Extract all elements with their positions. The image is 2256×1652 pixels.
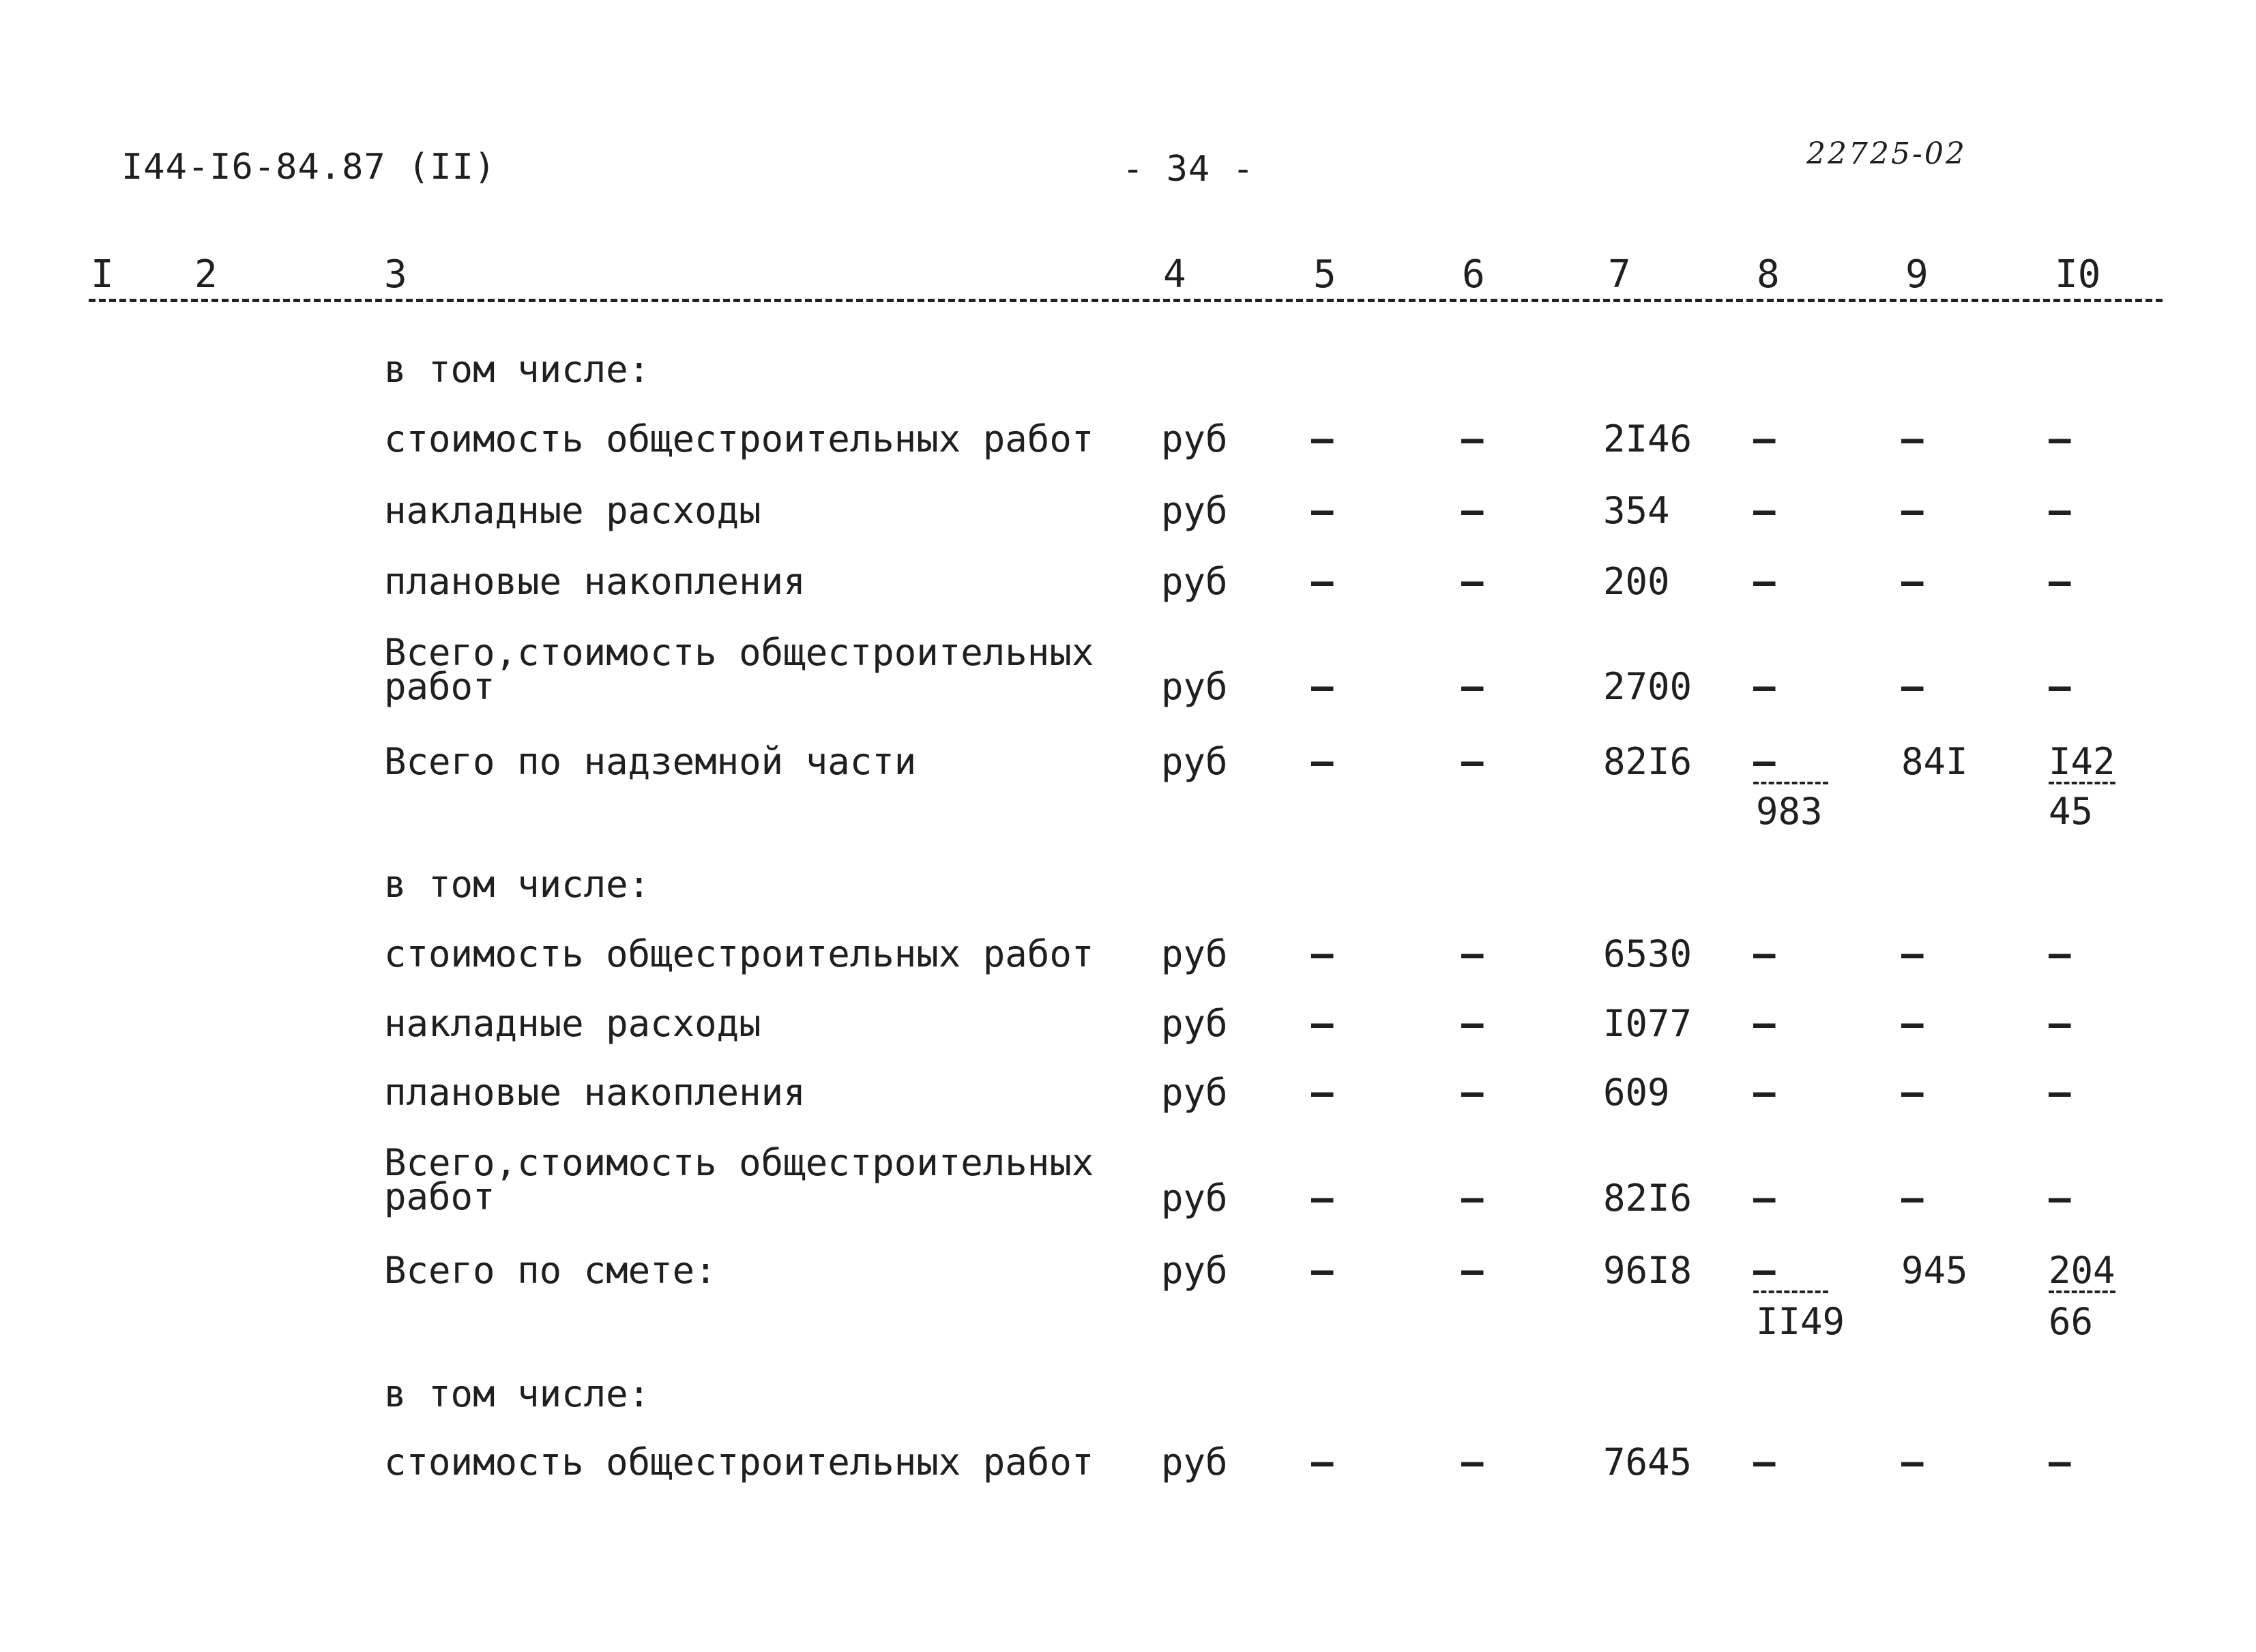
table-row [0, 1002, 2256, 1067]
col10-numerator: I42 [2049, 740, 2115, 783]
row-description: в том числе: [384, 863, 651, 906]
col10-value: – [2049, 417, 2071, 460]
column-number-5: 5 [1313, 252, 1336, 297]
column-number-3: 3 [384, 252, 407, 297]
row-description: Всего по надземной части [384, 740, 917, 783]
row-description: плановые накопления [384, 560, 806, 603]
column-number-10: I0 [2055, 252, 2101, 297]
col10-fraction [2049, 1249, 2115, 1293]
col7-value: 96I8 [1603, 1249, 1693, 1292]
col6-value: – [1461, 740, 1484, 783]
col8-fraction [1753, 740, 1828, 784]
row-description-line1: Всего,стоимость общестроительных [384, 1141, 1094, 1184]
col9-value: – [1901, 489, 1924, 532]
col5-value: – [1311, 1071, 1334, 1114]
col9-value: 84I [1901, 740, 1968, 783]
col8-value: – [1753, 932, 1776, 975]
row-unit: руб [1161, 1071, 1228, 1114]
row-unit: руб [1161, 489, 1228, 532]
row-unit: руб [1161, 665, 1228, 708]
table-row [0, 417, 2256, 482]
table-row [0, 1372, 2256, 1437]
row-unit: руб [1161, 1002, 1228, 1045]
col7-value: 200 [1603, 560, 1670, 603]
col10-value: – [2049, 1071, 2071, 1114]
col9-value: – [1901, 1002, 1924, 1045]
col8-value: – [1753, 417, 1776, 460]
col9-value: – [1901, 417, 1924, 460]
col5-value: – [1311, 1441, 1334, 1484]
table-row [0, 740, 2256, 839]
col9-value: – [1901, 1177, 1924, 1220]
row-description: в том числе: [384, 1372, 651, 1415]
table-row [0, 932, 2256, 997]
col7-value: 2700 [1603, 665, 1693, 708]
col6-value: – [1461, 1071, 1484, 1114]
col7-value: 354 [1603, 489, 1670, 532]
col8-numerator: – [1753, 743, 1828, 784]
col5-value: – [1311, 1249, 1334, 1292]
col7-value: 6530 [1603, 932, 1693, 975]
col6-value: – [1461, 489, 1484, 532]
column-number-1: I [91, 252, 114, 297]
col10-value: – [2049, 560, 2071, 603]
col6-value: – [1461, 1177, 1484, 1220]
col6-value: – [1461, 932, 1484, 975]
col10-value: – [2049, 1177, 2071, 1220]
col5-value: – [1311, 665, 1334, 708]
row-description: накладные расходы [384, 489, 761, 532]
column-number-9: 9 [1905, 252, 1929, 297]
col7-value: 609 [1603, 1071, 1670, 1114]
col6-value: – [1461, 665, 1484, 708]
table-row [0, 1141, 2256, 1240]
col8-value: – [1753, 1177, 1776, 1220]
row-description: Всего по смете: [384, 1249, 717, 1292]
row-description: плановые накопления [384, 1071, 806, 1114]
table-row [0, 863, 2256, 928]
page-number: - 34 - [1122, 149, 1255, 190]
col8-value: – [1753, 560, 1776, 603]
table-row [0, 1071, 2256, 1136]
row-description: в том числе: [384, 348, 651, 391]
col8-value: – [1753, 665, 1776, 708]
col7-value: 82I6 [1603, 740, 1693, 783]
col5-value: – [1311, 1002, 1334, 1045]
col7-value: 2I46 [1603, 417, 1693, 460]
col6-value: – [1461, 560, 1484, 603]
col9-value: – [1901, 560, 1924, 603]
col10-denominator: 45 [2049, 790, 2094, 833]
table-row [0, 348, 2256, 413]
column-number-7: 7 [1608, 252, 1631, 297]
row-description-line2: работ [384, 665, 495, 708]
col8-value: – [1753, 489, 1776, 532]
row-unit: руб [1161, 560, 1228, 603]
col5-value: – [1311, 932, 1334, 975]
col9-value: 945 [1901, 1249, 1968, 1292]
col10-value: – [2049, 489, 2071, 532]
row-unit: руб [1161, 417, 1228, 460]
col10-value: – [2049, 665, 2071, 708]
col5-value: – [1311, 417, 1334, 460]
row-description: стоимость общестроительных работ [384, 932, 1094, 975]
col9-value: – [1901, 665, 1924, 708]
col10-fraction [2049, 740, 2115, 784]
col8-numerator: – [1753, 1252, 1828, 1293]
col5-value: – [1311, 1177, 1334, 1220]
table-row [0, 560, 2256, 625]
column-number-8: 8 [1757, 252, 1780, 297]
col6-value: – [1461, 1002, 1484, 1045]
col10-value: – [2049, 1441, 2071, 1484]
row-unit: руб [1161, 1177, 1228, 1220]
col8-denominator: II49 [1756, 1300, 1845, 1343]
row-unit: руб [1161, 1441, 1228, 1484]
row-unit: руб [1161, 1249, 1228, 1292]
col8-value: – [1753, 1071, 1776, 1114]
handwritten-reference: 22725-02 [1806, 136, 1967, 171]
col8-fraction [1753, 1249, 1828, 1293]
table-row [0, 631, 2256, 730]
header-divider [89, 299, 2163, 302]
col10-value: – [2049, 932, 2071, 975]
table-row [0, 1249, 2256, 1348]
col7-value: 7645 [1603, 1441, 1693, 1484]
col8-value: – [1753, 1002, 1776, 1045]
row-description-line2: работ [384, 1175, 495, 1218]
col8-denominator: 983 [1756, 790, 1823, 833]
col9-value: – [1901, 932, 1924, 975]
col10-numerator: 204 [2049, 1249, 2115, 1292]
row-description: стоимость общестроительных работ [384, 1441, 1094, 1484]
col8-value: – [1753, 1441, 1776, 1484]
row-unit: руб [1161, 740, 1228, 783]
col6-value: – [1461, 417, 1484, 460]
col10-value: – [2049, 1002, 2071, 1045]
document-code: I44-I6-84.87 (II) [121, 147, 497, 188]
row-unit: руб [1161, 932, 1228, 975]
col9-value: – [1901, 1071, 1924, 1114]
column-number-2: 2 [194, 252, 218, 297]
row-description: стоимость общестроительных работ [384, 417, 1094, 460]
col9-value: – [1901, 1441, 1924, 1484]
row-description: накладные расходы [384, 1002, 761, 1045]
col7-value: 82I6 [1603, 1177, 1693, 1220]
column-number-4: 4 [1163, 252, 1186, 297]
col5-value: – [1311, 740, 1334, 783]
col5-value: – [1311, 560, 1334, 603]
col6-value: – [1461, 1249, 1484, 1292]
row-description-line1: Всего,стоимость общестроительных [384, 631, 1094, 674]
col10-denominator: 66 [2049, 1300, 2094, 1343]
col5-value: – [1311, 489, 1334, 532]
table-row [0, 1441, 2256, 1505]
table-row [0, 489, 2256, 554]
col7-value: I077 [1603, 1002, 1693, 1045]
column-number-6: 6 [1462, 252, 1485, 297]
col6-value: – [1461, 1441, 1484, 1484]
